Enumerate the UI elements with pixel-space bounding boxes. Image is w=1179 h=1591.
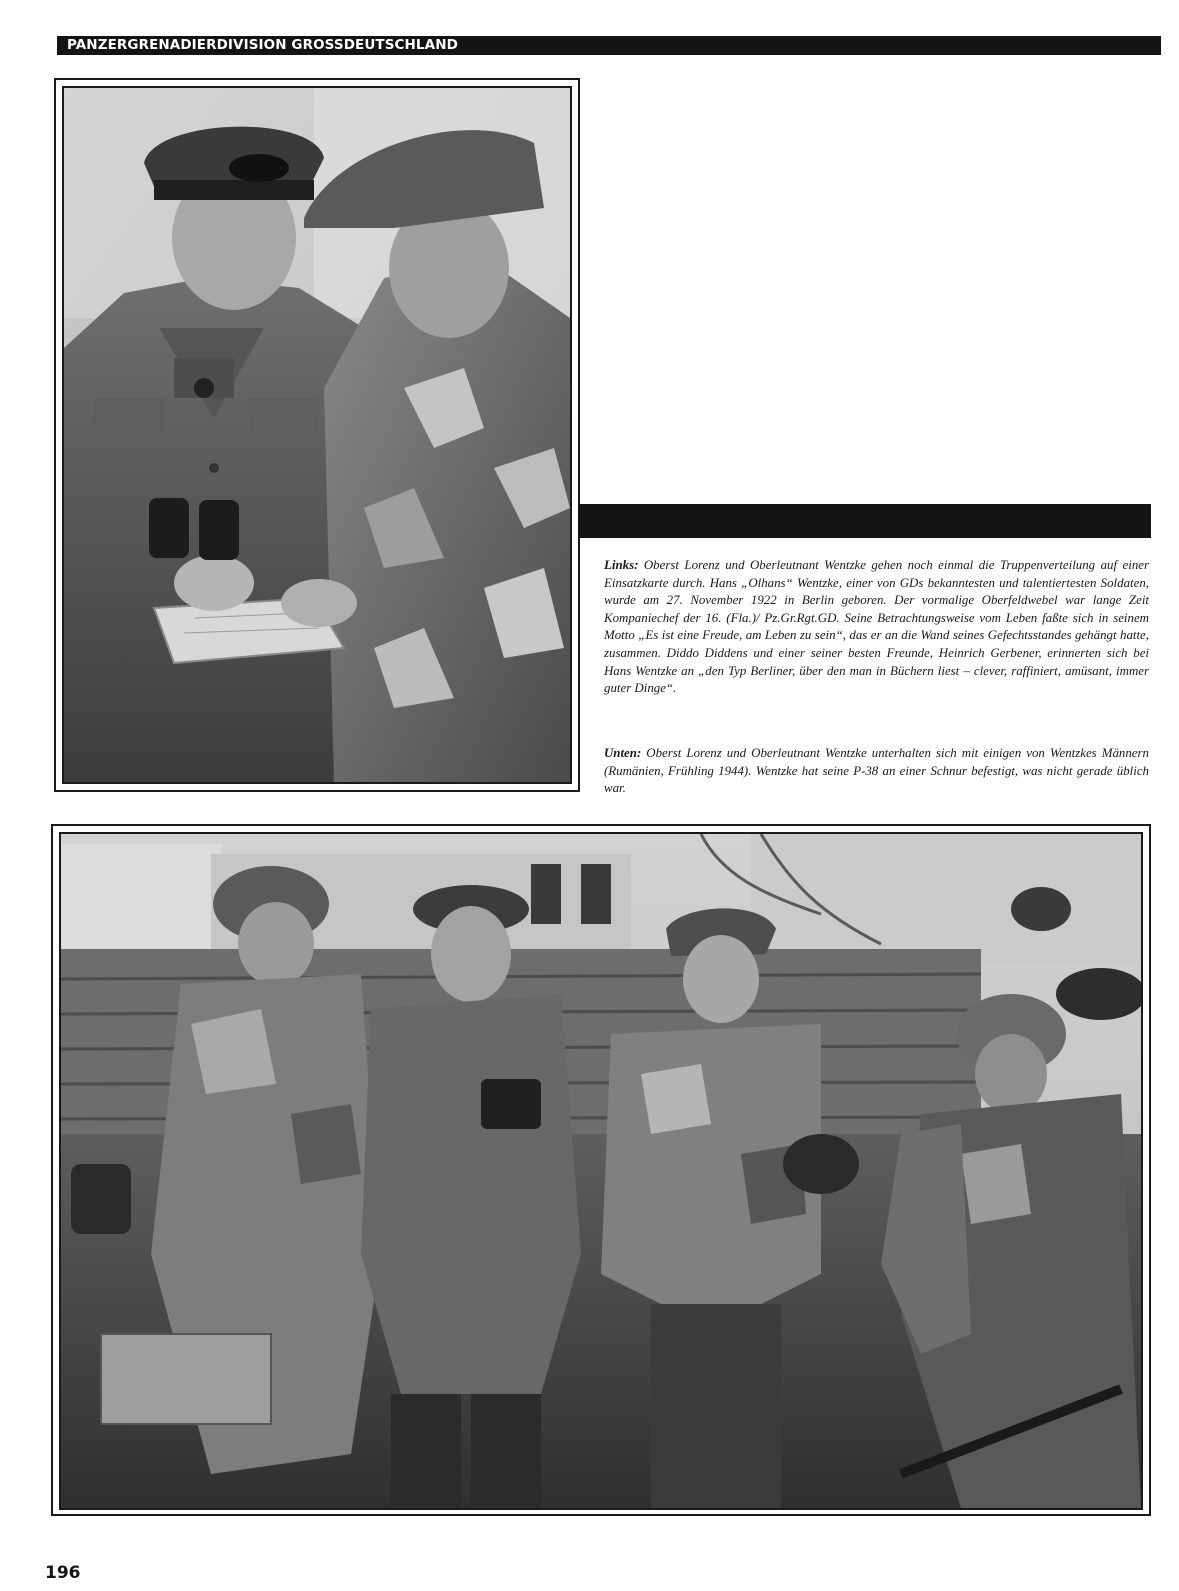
page-number: 196 <box>45 1563 81 1583</box>
caption-unten-label: Unten: <box>604 746 642 760</box>
photo-bottom-frame <box>51 824 1151 1516</box>
caption-links <box>604 557 1149 698</box>
running-header <box>57 36 1161 55</box>
caption-links-label: Links: <box>604 558 639 572</box>
photo-top-image <box>64 88 570 782</box>
caption-unten-text: Oberst Lorenz und Oberleutnant Wentzke unterhalten sich mit einigen von Wentzkes Männern (Rumänien, Frühling 1944). Wentzke hat seine P-38 an einer Schnur befestigt, was nicht gerade üblich war. <box>604 746 1149 796</box>
photo-bottom-image <box>61 834 1141 1508</box>
photo-top <box>62 86 572 784</box>
photo-bottom <box>59 832 1143 1510</box>
photo-top-frame <box>54 78 580 792</box>
caption-unten <box>604 745 1149 798</box>
running-header-title: PANZERGRENADIERDIVISION GROSSDEUTSCHLAND <box>67 37 458 53</box>
caption-links-text: Oberst Lorenz und Oberleutnant Wentzke gehen noch einmal die Truppenverteilung auf einer Einsatzkarte durch. Hans „Olhans“ Wentzke, einer von GDs bekanntesten und talentiertesten Soldaten, wurde am 27. November 1922 in Berlin geboren. Der vormalige Oberfeldwebel war lange Zeit Kompaniechef der 16. (Fla.)/ Pz.Gr.Rgt.GD. Seine Betrachtungsweise vom Leben faßte sich in seinem Motto „Es ist eine Freude, am Leben zu sein“, das er an die Wand seines Gefechtsstandes gehängt hatte, zusammen. Diddo Diddens und einer seiner besten Freunde, Heinrich Gerbener, erinnerten sich bei Hans Wentzke an „den Typ Berliner, über den man in Büchern liest – clever, raffiniert, amüsant, immer guter Dinge“. <box>604 558 1150 696</box>
decorative-band <box>578 504 1151 538</box>
